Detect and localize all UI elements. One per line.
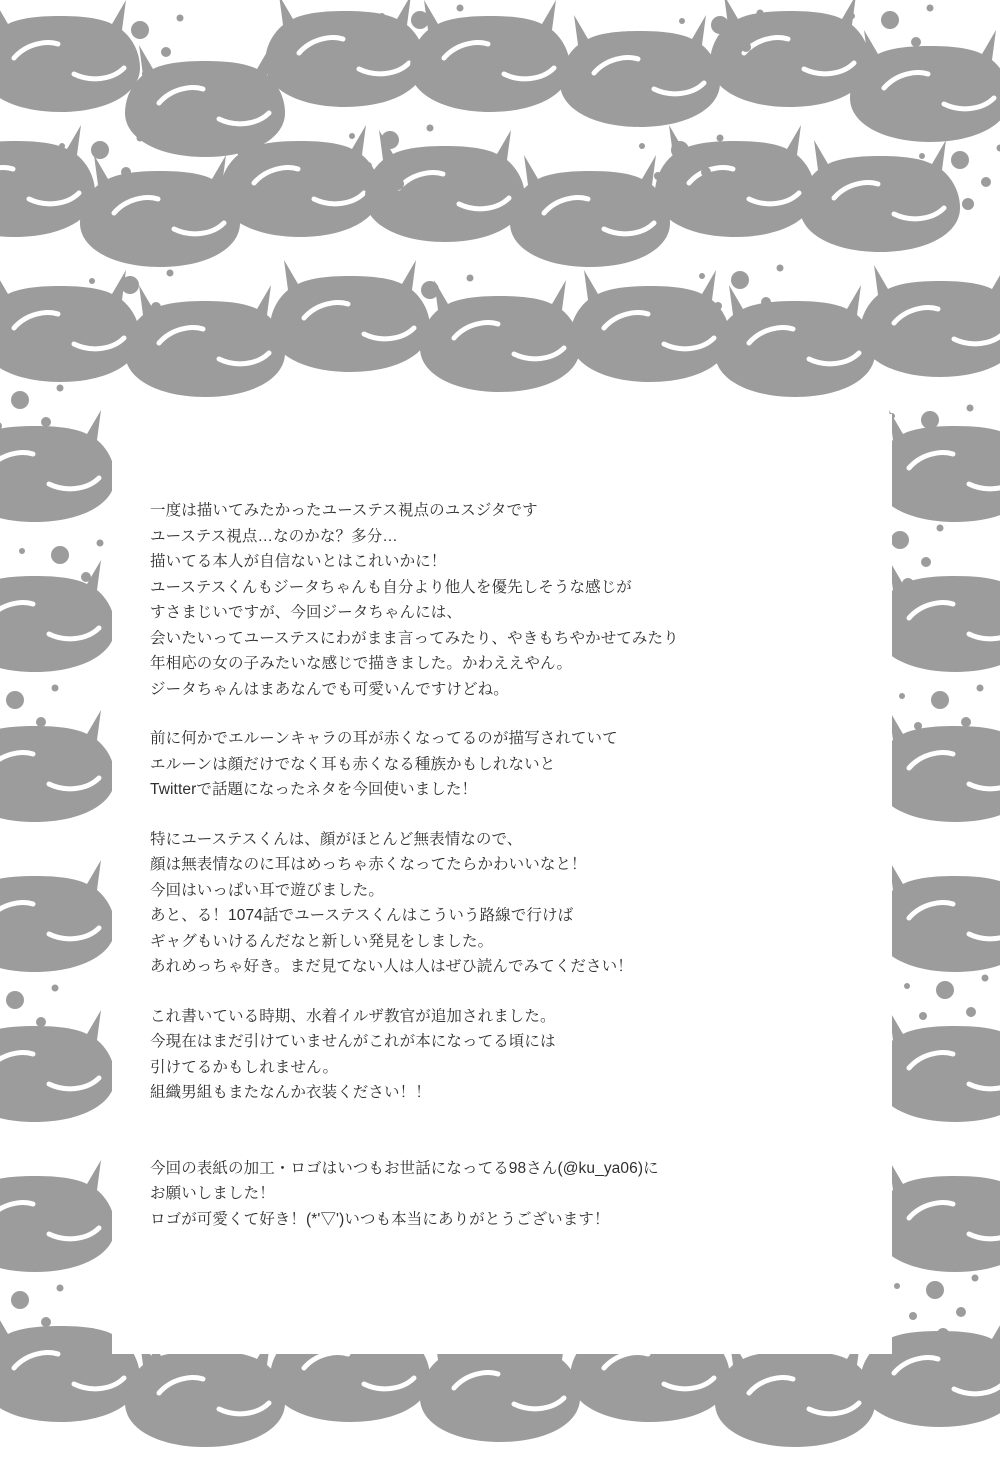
afterword-line: 引けてるかもしれません。 [150, 1058, 339, 1076]
afterword-line: ユーステスくんもジータちゃんも自分より他人を優先しそうな感じが [150, 578, 632, 596]
afterword-line: 顔は無表情なのに耳はめっちゃ赤くなってたらかわいいなと！ [150, 856, 587, 873]
afterword-line: あと、る！1074話でユーステスくんはこういう路線で行けば [150, 907, 574, 924]
afterword-line: ジータちゃんはまあなんでも可愛いんですけどね。 [150, 680, 509, 698]
afterword-text-block [150, 498, 870, 1232]
afterword-line: 組織男組もまたなんか衣装ください！！ [150, 1084, 431, 1101]
afterword-line: 今回の表紙の加工・ロゴはいつもお世話になってる98さん(@ku_ya06)に [150, 1159, 659, 1177]
afterword-line: これ書いている時期、水着イルザ教官が追加されました。 [150, 1007, 556, 1025]
afterword-line: ユーステス視点…なのかな？多分… [150, 527, 398, 545]
afterword-line: 特にユーステスくんは、顔がほとんど無表情なので、 [150, 830, 523, 848]
afterword-line: Twitterで話題になったネタを今回使いました！ [150, 781, 478, 798]
afterword-paragraph [150, 498, 870, 702]
afterword-line: ギャグもいけるんだなと新しい発見をしました。 [150, 932, 494, 950]
afterword-paragraph [150, 1004, 870, 1106]
afterword-line: 年相応の女の子みたいな感じで描きました。かわええやん。 [150, 655, 573, 672]
afterword-paragraph [150, 726, 870, 803]
afterword-line: すさまじいですが、今回ジータちゃんには、 [150, 604, 463, 621]
afterword-line: 一度は描いてみたかったユーステス視点のユスジタです [150, 502, 538, 519]
afterword-line: 今現在はまだ引けていませんがこれが本になってる頃には [150, 1033, 556, 1050]
afterword-line: ロゴが可愛くて好き！(*'▽')いつも本当にありがとうございます！ [150, 1210, 610, 1228]
afterword-line: 今回はいっぱい耳で遊びました。 [150, 881, 385, 899]
afterword-line: あれめっちゃ好き。まだ見てない人は人はぜひ読んでみてください！ [150, 958, 633, 975]
afterword-line: お願いしました！ [150, 1185, 275, 1202]
afterword-line: 描いてる本人が自信ないとはこれいかに！ [150, 553, 447, 570]
afterword-line: 会いたいってユーステスにわがまま言ってみたり、やきもちやかせてみたり [150, 629, 679, 647]
paragraph-spacer [150, 1130, 870, 1156]
afterword-line: エルーンは顔だけでなく耳も赤くなる種族かもしれないと [150, 755, 556, 773]
afterword-credit-paragraph [150, 1156, 870, 1233]
afterword-line: 前に何かでエルーンキャラの耳が赤くなってるのが描写されていて [150, 730, 618, 747]
afterword-paragraph [150, 827, 870, 980]
